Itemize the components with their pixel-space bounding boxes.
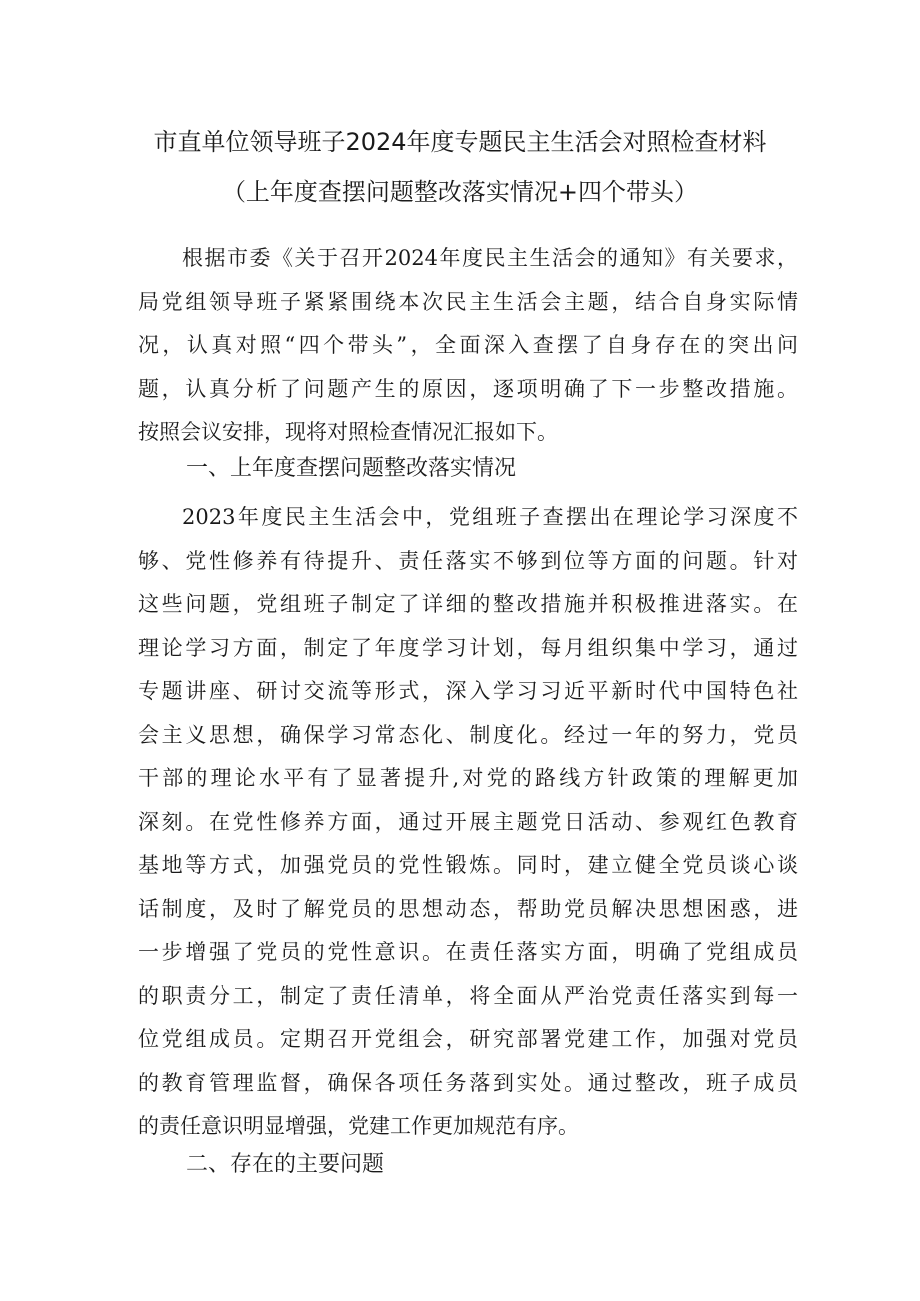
- paragraph-line: 够、党性修养有待提升、责任落实不够到位等方面的问题。针对: [138, 548, 798, 573]
- document-title: 市直单位领导班子2024年度专题民主生活会对照检查材料: [153, 128, 767, 156]
- paragraph-line: 的职责分工，制定了责任清单，将全面从严治党责任落实到每一: [138, 983, 798, 1008]
- paragraph-line: 按照会议安排，现将对照检查情况汇报如下。: [138, 420, 558, 444]
- intro-paragraph: [138, 237, 798, 455]
- paragraph-line: 题，认真分析了问题产生的原因，逐项明确了下一步整改措施。: [138, 376, 798, 401]
- paragraph-line: 位党组成员。定期召开党组会，研究部署党建工作，加强对党员: [138, 1027, 798, 1051]
- section-heading-1: 一、上年度查摆问题整改落实情况: [186, 456, 517, 481]
- section-heading-2: 二、存在的主要问题: [186, 1152, 385, 1177]
- paragraph-line: 一步增强了党员的党性意识。在责任落实方面，明确了党组成员: [138, 940, 798, 964]
- paragraph-line: 专题讲座、研讨交流等形式，深入学习习近平新时代中国特色社: [138, 679, 798, 703]
- paragraph-line: 2023年度民主生活会中，党组班子查摆出在理论学习深度不: [182, 505, 798, 529]
- paragraph-line: 况，认真对照“四个带头”，全面深入查摆了自身存在的突出问: [138, 333, 798, 357]
- paragraph-line: 根据市委《关于召开2024年度民主生活会的通知》有关要求，: [182, 246, 798, 270]
- paragraph-line: 干部的理论水平有了显著提升,对党的路线方针政策的理解更加: [138, 766, 798, 790]
- paragraph-line: 这些问题，党组班子制定了详细的整改措施并积极推进落实。在: [138, 592, 798, 616]
- section1-paragraph: [138, 496, 798, 1149]
- paragraph-line: 的责任意识明显增强，党建工作更加规范有序。: [138, 1114, 579, 1138]
- document-subtitle: （上年度查摆问题整改落实情况+四个带头）: [221, 178, 699, 206]
- paragraph-line: 局党组领导班子紧紧围绕本次民主生活会主题，结合自身实际情: [138, 289, 798, 314]
- paragraph-line: 理论学习方面，制定了年度学习计划，每月组织集中学习，通过: [138, 635, 798, 660]
- paragraph-line: 话制度，及时了解党员的思想动态，帮助党员解决思想困惑，进: [138, 896, 798, 921]
- paragraph-line: 基地等方式，加强党员的党性锻炼。同时，建立健全党员谈心谈: [138, 853, 798, 877]
- paragraph-line: 会主义思想，确保学习常态化、制度化。经过一年的努力，党员: [138, 722, 798, 747]
- paragraph-line: 的教育管理监督，确保各项任务落到实处。通过整改，班子成员: [138, 1070, 798, 1095]
- paragraph-line: 深刻。在党性修养方面，通过开展主题党日活动、参观红色教育: [138, 809, 798, 834]
